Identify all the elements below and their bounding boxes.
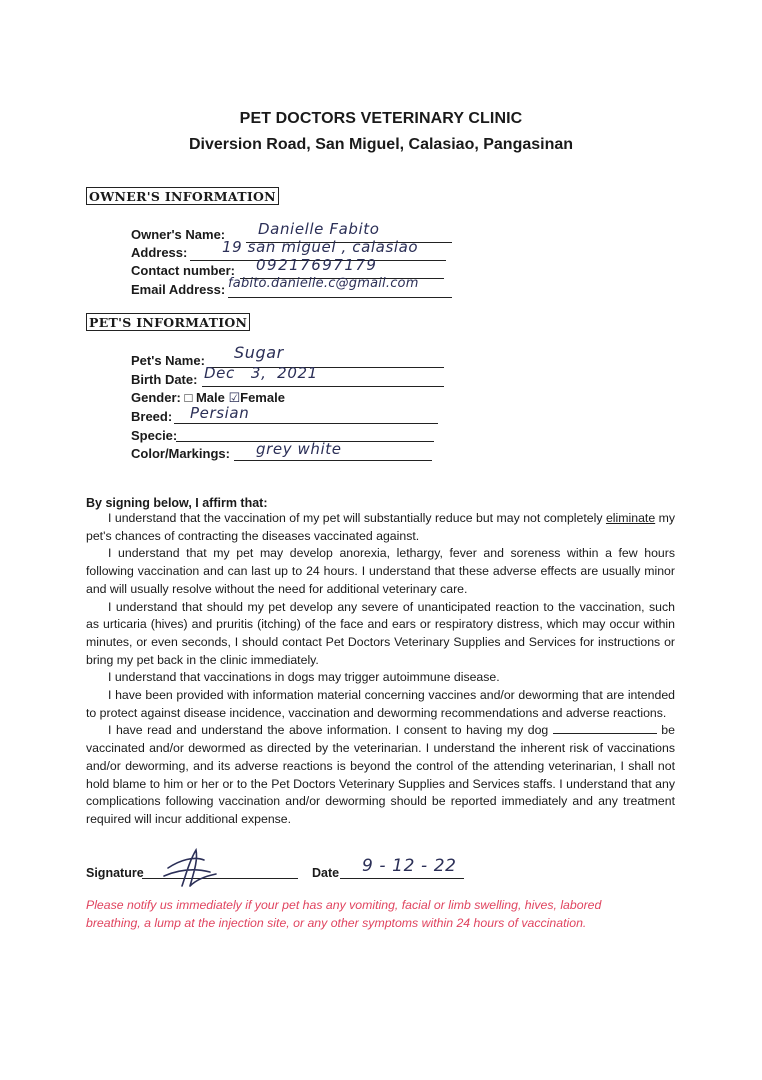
date-label: Date bbox=[312, 866, 340, 880]
address-value: 19 san miguel , calasiao bbox=[222, 238, 419, 256]
contact-number-value: 09217697179 bbox=[256, 256, 378, 274]
owner-name-label: Owner's Name: bbox=[131, 227, 226, 242]
owner-section-title: OWNER'S INFORMATION bbox=[86, 187, 279, 205]
clinic-name: PET DOCTORS VETERINARY CLINIC bbox=[239, 110, 523, 127]
address-label: Address: bbox=[131, 245, 188, 260]
owner-name-value: Danielle Fabito bbox=[258, 220, 380, 238]
post-vaccination-notice: Please notify us immediately if your pet has any vomiting, facial or limb swelling, hives, labored breathing, a lump at the injection site, or any other symptoms within 24 hours of vaccination. bbox=[86, 898, 602, 930]
signature-label: Signature bbox=[86, 866, 144, 880]
female-checkbox[interactable]: ☑ bbox=[228, 390, 241, 405]
paragraph-consent: I have read and understand the above information. I consent to having my dog be vaccinated and/or dewormed as directed by the veterinarian. I understand the inherent risk of vaccinations and/or deworming, and its adverse reactions is beyond the control of the attending veterinarian, I shall not hold blame to him or her or to the Pet Doctors Veterinary Supplies and Services staffs. I understand that any complications following vaccination and/or deworming should be reported immediately and any treatment required will incur additional expense. bbox=[86, 723, 675, 826]
pet-section-title: PET'S INFORMATION bbox=[86, 313, 250, 331]
email-address-label: Email Address: bbox=[131, 282, 226, 297]
email-address-value: fabito.danielle.c@gmail.com bbox=[228, 276, 419, 291]
female-option-label: Female bbox=[240, 390, 285, 405]
male-option-label: Male bbox=[195, 390, 225, 405]
breed-value: Persian bbox=[190, 404, 250, 422]
date-value: 9 - 12 - 22 bbox=[362, 856, 457, 876]
specie-field[interactable] bbox=[176, 421, 434, 442]
paragraph-autoimmune: I understand that vaccinations in dogs may trigger autoimmune disease. bbox=[108, 670, 500, 685]
gender-label: Gender: bbox=[131, 390, 181, 405]
paragraph-side-effects: I understand that my pet may develop anorexia, lethargy, fever and soreness within a few hours following vaccination and can last up to 24 hours. I understand that these adverse effects are usually minor and will usually resolve without the need for additional veterinary care. bbox=[86, 546, 675, 596]
breed-label: Breed: bbox=[131, 409, 173, 424]
birth-date-value: Dec 3, 2021 bbox=[204, 364, 318, 382]
affirmation-body bbox=[86, 510, 675, 829]
paragraph-vaccination-effect: I understand that the vaccination of my pet will substantially reduce but may not completely eliminate my pet's chances of contracting the diseases vaccinated against. bbox=[86, 511, 676, 543]
birth-date-label: Birth Date: bbox=[131, 372, 198, 387]
color-markings-label: Color/Markings: bbox=[131, 446, 230, 461]
dog-name-blank[interactable] bbox=[553, 722, 657, 734]
specie-label: Specie: bbox=[131, 428, 178, 443]
contact-number-label: Contact number: bbox=[131, 263, 235, 278]
pet-name-value: Sugar bbox=[234, 343, 284, 362]
affirmation-title: By signing below, I affirm that: bbox=[86, 496, 268, 510]
handwritten-signature bbox=[160, 846, 224, 892]
color-markings-value: grey white bbox=[256, 440, 342, 458]
clinic-address: Diversion Road, San Miguel, Calasiao, Pangasinan bbox=[188, 136, 574, 153]
paragraph-severe-reaction: I understand that should my pet develop any severe of unanticipated reaction to the vaccination, such as urticaria (hives) and pruritis (itching) of the face and ears or respiratory distress, which may occur within minutes, or even seconds, I should contact Pet Doctors Veterinary Supplies and Services for instructions or bring my pet back in the clinic immediately. bbox=[86, 599, 675, 667]
paragraph-information-material: I have been provided with information material concerning vaccines and/or deworming that are intended to protect against disease incidence, vaccination and deworming recommendations and adverse reactions. bbox=[86, 688, 675, 720]
pet-name-label: Pet's Name: bbox=[131, 353, 205, 368]
male-checkbox[interactable]: □ bbox=[184, 390, 193, 405]
